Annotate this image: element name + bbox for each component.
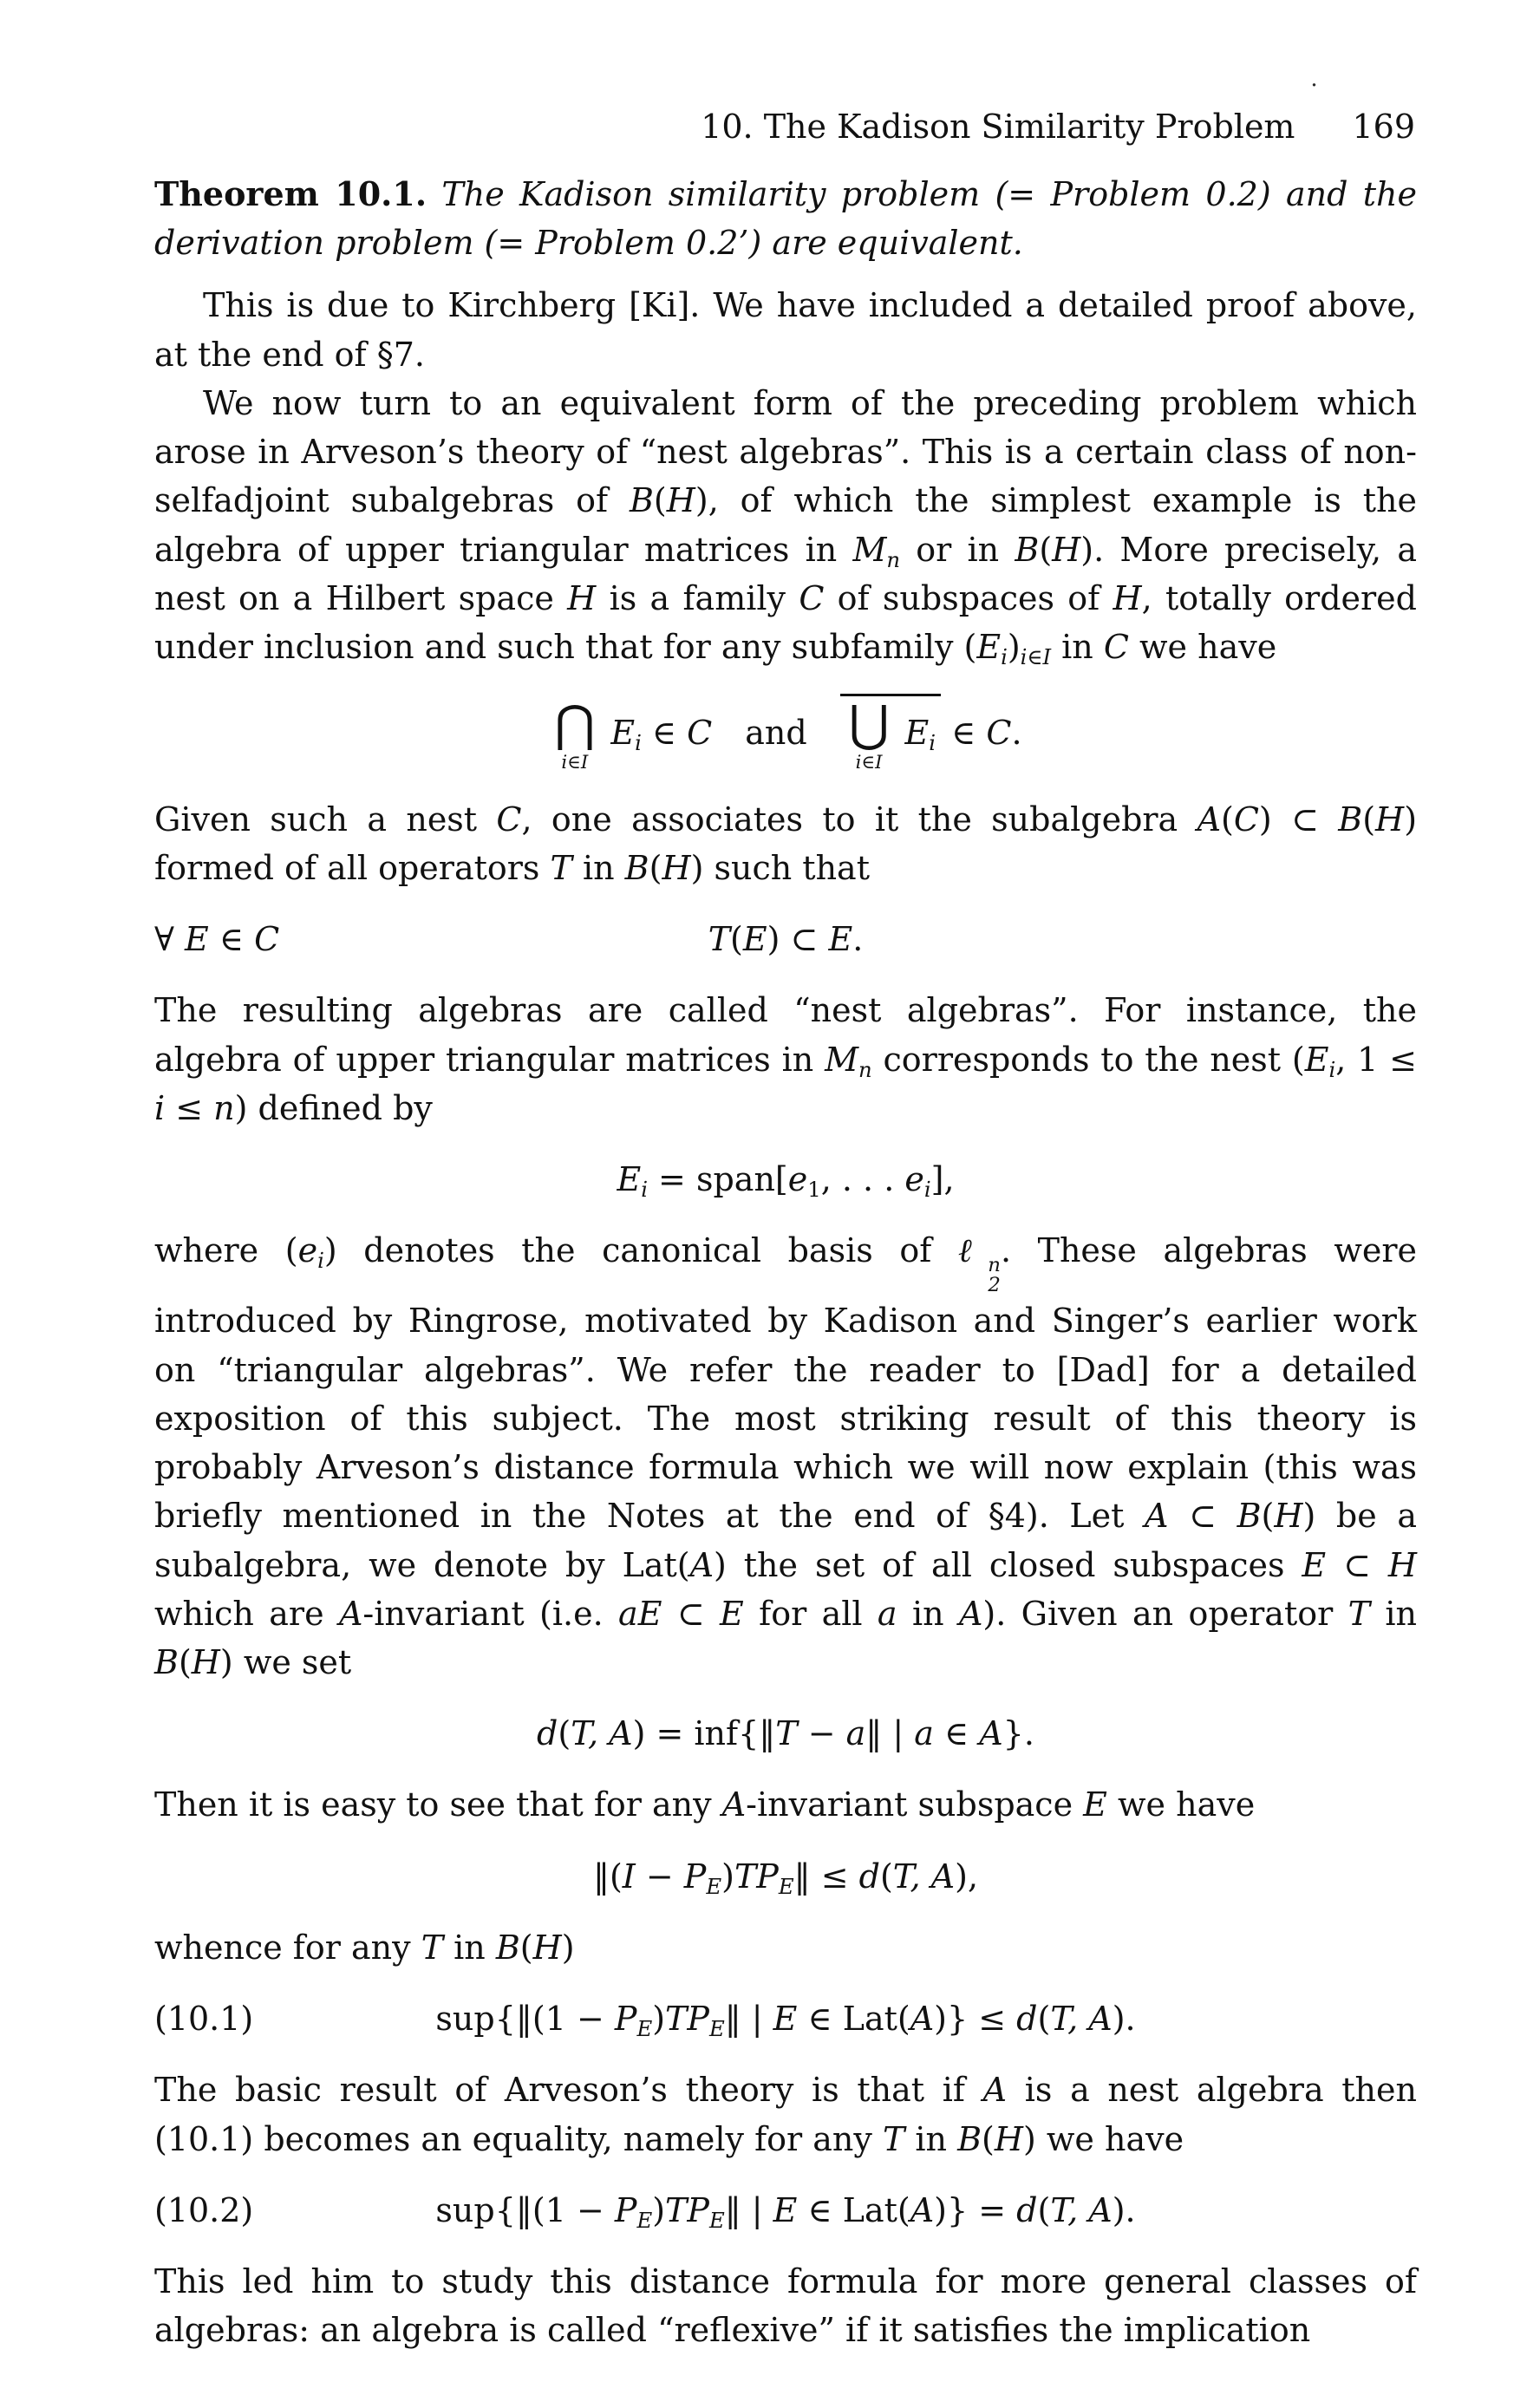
text-run: T, A bbox=[571, 1714, 633, 1753]
text-run: This led him to study this distance formula for more general classes of algebras: an algebra is called “reflexive” if it satisfies the implication bbox=[154, 2262, 1417, 2350]
display-equation bbox=[154, 1155, 1417, 1204]
equation-left-label bbox=[154, 915, 279, 963]
text-run: e bbox=[787, 1160, 808, 1199]
display-equation bbox=[154, 1709, 1417, 1758]
text-run: ) bbox=[652, 2000, 666, 2039]
text-run: A bbox=[1145, 1497, 1169, 1536]
text-run: This is due to Kirchberg [Ki]. We have included a detailed proof above, at the end of §7. bbox=[154, 286, 1417, 374]
scan-artifact-dot: ˙ bbox=[1308, 80, 1321, 110]
text-run: C bbox=[687, 714, 713, 753]
text-run: ∈ bbox=[933, 1714, 980, 1753]
display-equation bbox=[154, 1852, 1417, 1901]
text-run: M bbox=[825, 1040, 858, 1079]
text-run: Given such a nest bbox=[154, 799, 497, 839]
text-run: H bbox=[532, 1928, 562, 1967]
text-run: n 2 bbox=[988, 1253, 1001, 1297]
text-run: i bbox=[154, 1088, 166, 1127]
text-run: ‖ | bbox=[724, 2190, 773, 2229]
equation-body bbox=[617, 1155, 954, 1204]
equation-body bbox=[435, 1994, 1135, 2043]
text-run: E bbox=[773, 2190, 798, 2229]
text-run: ∈ bbox=[941, 714, 987, 753]
text-run: T, A bbox=[1050, 2190, 1113, 2229]
text-run: in bbox=[1051, 628, 1104, 667]
text-run: ). bbox=[1112, 2000, 1136, 2039]
text-run: E bbox=[904, 714, 930, 753]
text-run: ) the set of all closed subspaces bbox=[714, 1545, 1302, 1584]
text-run: E bbox=[708, 2207, 725, 2233]
text-run: in bbox=[897, 1594, 959, 1633]
text-run: C bbox=[1103, 628, 1129, 667]
chapter-title: 10. The Kadison Similarity Problem bbox=[701, 108, 1295, 146]
text-run: (10.2) bbox=[154, 2190, 254, 2229]
text-run: E bbox=[1302, 1545, 1327, 1584]
text-run: formed of all operators bbox=[154, 848, 551, 887]
text-run: d bbox=[1016, 2000, 1038, 2039]
paragraph bbox=[154, 379, 1417, 671]
text-run: corresponds to the nest ( bbox=[871, 1040, 1305, 1079]
text-run: e bbox=[297, 1231, 318, 1270]
text-run: n bbox=[858, 1056, 872, 1082]
text-run: E bbox=[828, 920, 853, 959]
page-number: 169 bbox=[1352, 108, 1415, 146]
text-run: A bbox=[982, 2071, 1008, 2110]
text-run: − bbox=[635, 1857, 684, 1896]
text-run: ) bbox=[219, 1643, 233, 1681]
text-run: T bbox=[882, 2119, 905, 2158]
text-run: ), bbox=[955, 1857, 979, 1896]
text-run: E bbox=[610, 714, 636, 753]
text-run: E bbox=[720, 1594, 744, 1633]
text-run: ℓ bbox=[957, 1231, 989, 1270]
text-run: H bbox=[567, 578, 597, 617]
text-run: ) bbox=[1404, 799, 1418, 839]
text-run: (10.1) bbox=[154, 2000, 254, 2039]
text-run: i bbox=[317, 1248, 324, 1274]
text-run: ) ⊂ bbox=[767, 920, 829, 959]
text-run: Then it is easy to see that for any bbox=[154, 1785, 722, 1824]
text-run: for all bbox=[743, 1594, 878, 1633]
text-run: C bbox=[254, 920, 280, 959]
text-run: or in bbox=[900, 530, 1015, 569]
text-run bbox=[894, 714, 904, 752]
equation-body bbox=[537, 1709, 1034, 1758]
text-run: A bbox=[979, 1714, 1003, 1753]
theorem-statement bbox=[154, 170, 1417, 267]
text-run: T, A bbox=[892, 1857, 956, 1896]
text-run: E bbox=[773, 2000, 798, 2039]
text-run: a bbox=[845, 1714, 866, 1753]
text-run: A bbox=[958, 1594, 983, 1633]
text-run: B bbox=[1338, 799, 1363, 839]
text-run: T bbox=[1348, 1594, 1370, 1633]
text-run: The basic result of Arveson’s theory is that if bbox=[154, 2071, 983, 2110]
text-run: , . . . bbox=[820, 1160, 905, 1199]
text-run: whence for any bbox=[154, 1928, 421, 1967]
text-run: i bbox=[635, 730, 642, 756]
text-run: ) ⊂ bbox=[1258, 799, 1339, 839]
text-run: = span[ bbox=[647, 1160, 788, 1199]
text-run: B bbox=[1237, 1497, 1262, 1536]
text-run: A bbox=[338, 1594, 363, 1633]
text-run: 1 bbox=[807, 1176, 821, 1202]
text-run: H bbox=[1113, 578, 1142, 617]
text-run: ⋃ i∈I bbox=[848, 695, 890, 774]
text-run: -invariant (i.e. bbox=[362, 1594, 619, 1633]
text-run: ) bbox=[1007, 628, 1021, 667]
text-run: sup{‖(1 − bbox=[435, 2190, 615, 2229]
text-run: ) bbox=[1080, 530, 1094, 569]
text-run: ) bbox=[695, 481, 708, 520]
text-run: C bbox=[1233, 799, 1259, 839]
text-run: ) bbox=[652, 2190, 666, 2229]
text-run bbox=[840, 694, 941, 772]
text-run: T bbox=[708, 920, 731, 959]
paragraph bbox=[154, 1923, 1417, 1972]
text-run: P bbox=[683, 1857, 707, 1896]
text-run: is a family bbox=[596, 578, 799, 617]
text-run: B bbox=[957, 2119, 982, 2158]
text-run: e bbox=[904, 1160, 924, 1199]
text-run: We now turn to an equivalent form of the preceding problem which arose in Arveson’s theory of “nest algebras”. This is a certain class of non-selfadjoint subalgebras of bbox=[154, 383, 1417, 520]
text-run: ∀ bbox=[154, 920, 186, 959]
text-run: , one associates to it the subalgebra bbox=[521, 799, 1197, 839]
text-run: i∈I bbox=[1020, 643, 1052, 669]
text-run: T bbox=[775, 1714, 798, 1753]
text-run: ( bbox=[1037, 2000, 1051, 2039]
text-run bbox=[600, 714, 610, 752]
text-run: of subspaces of bbox=[824, 578, 1113, 617]
text-run: ⊂ bbox=[1168, 1497, 1237, 1536]
running-head bbox=[0, 108, 1415, 146]
text-run: B bbox=[495, 1928, 520, 1967]
text-run: ∈ Lat( bbox=[797, 2000, 910, 2039]
text-run: sup{‖(1 − bbox=[435, 2000, 615, 2039]
text-run: such that bbox=[703, 848, 870, 887]
text-run: H bbox=[1052, 530, 1081, 569]
text-run: a bbox=[914, 1714, 934, 1753]
text-run: ⊂ bbox=[1326, 1545, 1388, 1584]
text-run: d bbox=[858, 1857, 880, 1896]
text-run: ( bbox=[649, 848, 662, 887]
text-run: E bbox=[706, 1873, 722, 1899]
text-run: H bbox=[1375, 799, 1405, 839]
text-run: ( bbox=[1261, 1497, 1275, 1536]
text-run: P bbox=[614, 2000, 637, 2039]
text-run: ) = inf{‖ bbox=[632, 1714, 776, 1753]
text-run: ( bbox=[653, 481, 667, 520]
text-run: )} ≤ bbox=[934, 2000, 1017, 2039]
text-run: ( bbox=[519, 1928, 533, 1967]
paragraph bbox=[154, 2257, 1417, 2354]
text-run: C bbox=[799, 578, 825, 617]
text-run: we have bbox=[1128, 628, 1277, 667]
display-equation bbox=[154, 694, 1417, 772]
text-run: i bbox=[1001, 643, 1008, 669]
text-run: in bbox=[571, 848, 625, 887]
text-run: The Kadison similarity problem (= Problem 0.2) and the derivation problem (= Problem 0.2’) are equivalent. bbox=[154, 175, 1417, 263]
text-run: , totally ordered under inclusion and such that for any subfamily ( bbox=[154, 578, 1417, 667]
text-run: T bbox=[550, 848, 572, 887]
text-run: ‖( bbox=[592, 1857, 623, 1896]
text-run: in bbox=[1369, 1594, 1417, 1633]
text-run: i bbox=[923, 1176, 931, 1202]
paragraph bbox=[154, 2065, 1417, 2163]
text-run: ⊂ bbox=[662, 1594, 721, 1633]
text-run: be a subalgebra, we denote by Lat( bbox=[154, 1497, 1417, 1584]
text-run: ) bbox=[561, 1928, 575, 1967]
text-run: TP bbox=[734, 1857, 779, 1896]
text-run: ( bbox=[1221, 799, 1234, 839]
display-equation bbox=[154, 1994, 1417, 2043]
equation-number bbox=[154, 1994, 253, 2043]
text-run: − bbox=[797, 1714, 846, 1753]
text-run: H bbox=[191, 1643, 220, 1681]
text-run: Theorem 10.1. bbox=[154, 174, 427, 213]
text-run: ( bbox=[1037, 2190, 1051, 2229]
text-run: ‖ | bbox=[724, 2000, 773, 2039]
text-run: ], bbox=[930, 1160, 955, 1199]
text-run: H bbox=[994, 2119, 1023, 2158]
text-run: A bbox=[910, 2190, 935, 2229]
text-run: The resulting algebras are called “nest algebras”. For instance, the algebra of upper triangular matrices in bbox=[154, 991, 1417, 1079]
text-run: ≤ bbox=[165, 1088, 214, 1127]
text-run: -invariant subspace bbox=[746, 1785, 1084, 1824]
paragraph bbox=[154, 1226, 1417, 1687]
equation-body bbox=[549, 694, 1021, 772]
text-run: A bbox=[721, 1785, 747, 1824]
paragraph bbox=[154, 1780, 1417, 1829]
text-run: i bbox=[929, 730, 936, 756]
text-run: E bbox=[708, 2015, 725, 2041]
text-run: }. bbox=[1002, 1714, 1034, 1753]
text-run: and bbox=[712, 714, 840, 753]
text-run: P bbox=[614, 2190, 637, 2229]
text-run: where ( bbox=[154, 1231, 298, 1270]
paragraph bbox=[154, 986, 1417, 1132]
text-run: T bbox=[421, 1928, 444, 1967]
text-run: ∈ bbox=[208, 920, 255, 959]
text-run: in bbox=[443, 1928, 496, 1967]
text-run: H bbox=[1387, 1545, 1418, 1584]
text-run: , 1 ≤ bbox=[1335, 1040, 1417, 1079]
text-run: ( bbox=[178, 1643, 192, 1681]
equation-body bbox=[708, 915, 864, 963]
text-run: ( bbox=[879, 1857, 893, 1896]
display-equation bbox=[154, 2186, 1417, 2235]
text-run: ( bbox=[1362, 799, 1376, 839]
display-equation bbox=[154, 915, 1417, 963]
text-run: d bbox=[1016, 2190, 1038, 2229]
text-run: ( bbox=[1039, 530, 1053, 569]
text-run: E bbox=[1304, 1040, 1329, 1079]
text-run: T, A bbox=[1050, 2000, 1113, 2039]
page-body bbox=[154, 170, 1417, 2355]
text-run: n bbox=[213, 1088, 235, 1127]
text-run: H bbox=[1274, 1497, 1303, 1536]
text-run: ⋂ i∈I bbox=[554, 695, 596, 774]
text-run: ( bbox=[730, 920, 743, 959]
text-run: C bbox=[986, 714, 1012, 753]
text-run: H bbox=[662, 848, 691, 887]
text-run: M bbox=[852, 530, 887, 569]
text-run: we set bbox=[232, 1643, 352, 1681]
text-run: aE bbox=[618, 1594, 662, 1633]
text-run: A bbox=[910, 2000, 935, 2039]
text-run: ) bbox=[721, 1857, 734, 1896]
text-run: E bbox=[1083, 1785, 1107, 1824]
text-run: TP bbox=[665, 2000, 709, 2039]
text-run: . These algebras were introduced by Ringrose, motivated by Kadison and Singer’s earlier work on “triangular algebras”. We refer the reader to [Dad] for a detailed exposition of this subject. The most striking result of this theory is probably Arveson’s distance formula which we will now explain (this was briefly mentioned in the Notes at the end of §4). Let bbox=[154, 1231, 1418, 1536]
text-run: B bbox=[629, 481, 654, 520]
text-run: a bbox=[877, 1594, 897, 1633]
text-run: E bbox=[778, 1873, 794, 1899]
text-run: B bbox=[1015, 530, 1040, 569]
text-run: i bbox=[641, 1176, 648, 1202]
text-run: is a nest algebra then (10.1) becomes an equality, namely for any bbox=[154, 2071, 1417, 2158]
text-run: we have bbox=[1035, 2119, 1184, 2158]
text-run: i bbox=[1328, 1056, 1336, 1082]
text-run: ) bbox=[1023, 2119, 1036, 2158]
paragraph bbox=[154, 281, 1417, 378]
text-run: I bbox=[622, 1857, 636, 1896]
text-run: d bbox=[537, 1714, 558, 1753]
equation-number bbox=[154, 2186, 253, 2235]
text-run: E bbox=[185, 920, 209, 959]
text-run: B bbox=[154, 1643, 179, 1681]
text-run: B bbox=[624, 848, 649, 887]
text-run: ( bbox=[558, 1714, 571, 1753]
text-run: . bbox=[1011, 714, 1022, 753]
text-run: H bbox=[666, 481, 695, 520]
text-run: E bbox=[742, 920, 767, 959]
text-run: A bbox=[689, 1545, 715, 1584]
text-run: ). bbox=[1112, 2190, 1136, 2229]
text-run: )} = bbox=[934, 2190, 1017, 2229]
text-run: ( bbox=[982, 2119, 995, 2158]
equation-body bbox=[593, 1852, 978, 1901]
text-run: E bbox=[636, 2207, 653, 2233]
text-run: E bbox=[636, 2015, 653, 2041]
text-run: , of which the simplest example is the algebra of upper triangular matrices in bbox=[154, 481, 1418, 569]
text-run: ) defined by bbox=[234, 1088, 433, 1127]
text-run: ) bbox=[1302, 1497, 1316, 1536]
text-run: ) bbox=[690, 848, 704, 887]
text-run: we have bbox=[1106, 1785, 1256, 1824]
text-run: ) denotes the canonical basis of bbox=[323, 1231, 958, 1270]
text-run: C bbox=[496, 799, 522, 839]
text-run: TP bbox=[665, 2190, 709, 2229]
text-run: ). Given an operator bbox=[982, 1594, 1348, 1633]
paragraph bbox=[154, 795, 1417, 892]
text-run: ‖ ≤ bbox=[793, 1857, 859, 1896]
text-run bbox=[427, 175, 441, 213]
text-run: ∈ bbox=[641, 714, 688, 753]
text-run: . More precisely, a nest on a Hilbert space bbox=[154, 530, 1417, 617]
text-run: which are bbox=[154, 1594, 339, 1633]
text-run: A bbox=[1197, 799, 1222, 839]
text-run: E bbox=[617, 1160, 642, 1199]
text-run: ‖ | bbox=[865, 1714, 915, 1753]
text-run: in bbox=[904, 2119, 958, 2158]
text-run: E bbox=[976, 628, 1002, 667]
text-run: . bbox=[852, 920, 864, 959]
equation-body bbox=[435, 2186, 1135, 2235]
text-run: ∈ Lat( bbox=[797, 2190, 910, 2229]
text-run: n bbox=[886, 546, 901, 572]
